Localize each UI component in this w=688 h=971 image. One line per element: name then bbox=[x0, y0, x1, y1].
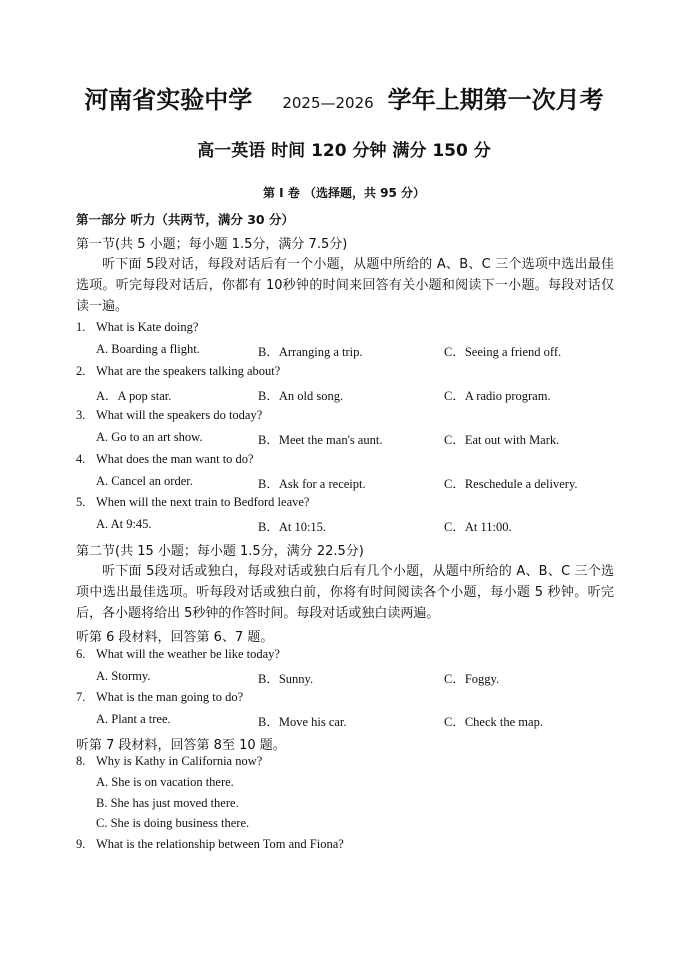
question-text: What is the man going to do? bbox=[96, 690, 244, 704]
option-b: B．Move his car. bbox=[258, 715, 347, 729]
section-heading: 第一节(共 5 小题；每小题 1.5分，满分 7.5分) bbox=[76, 237, 348, 252]
question-number: 7. bbox=[76, 690, 86, 704]
exam-name: 学年上期第一次月考 bbox=[387, 86, 604, 114]
option-b: B．Ask for a receipt. bbox=[258, 477, 366, 491]
section-instructions: 听下面 5段对话，每段对话后有一个小题，从题中所给的 A、B、C 三个选项中选出最佳选项。听完每段对话后，你都有 10秒钟的时间来回答有关小题和阅读下一小题。每段对话仅读一遍。 bbox=[76, 257, 614, 314]
option-a: A. Cancel an order. bbox=[96, 474, 193, 488]
option-a: A. She is on vacation there. bbox=[96, 775, 234, 789]
question-number: 6. bbox=[76, 647, 86, 661]
option-b: B．An old song. bbox=[258, 389, 344, 403]
question-number: 9. bbox=[76, 837, 86, 851]
school-name: 河南省实验中学 bbox=[84, 86, 253, 114]
option-b: B．Sunny. bbox=[258, 672, 314, 686]
option-b: B. She has just moved there. bbox=[96, 796, 239, 810]
option-a: A. At 9:45. bbox=[96, 517, 152, 531]
option-c: C．A radio program. bbox=[444, 389, 551, 403]
option-a: A. Boarding a flight. bbox=[96, 342, 200, 356]
option-c: C．At 11:00. bbox=[444, 520, 512, 534]
question-number: 8. bbox=[76, 754, 86, 768]
option-c: C. She is doing business there. bbox=[96, 816, 250, 830]
option-a: A. Go to an art show. bbox=[96, 430, 203, 444]
school-years: 2025—2026 bbox=[282, 94, 374, 112]
section-heading: 第二节(共 15 小题；每小题 1.5分，满分 22.5分) bbox=[76, 544, 364, 559]
option-c: C．Reschedule a delivery. bbox=[444, 477, 578, 491]
option-b: B．Meet the man's aunt. bbox=[258, 433, 383, 447]
option-c: C．Check the map. bbox=[444, 715, 543, 729]
option-b: B．At 10:15. bbox=[258, 520, 327, 534]
option-a: A．A pop star. bbox=[96, 389, 172, 403]
option-c: C．Eat out with Mark. bbox=[444, 433, 560, 447]
option-c: C．Seeing a friend off. bbox=[444, 345, 562, 359]
section-instructions: 听下面 5段对话或独白，每段对话或独白后有几个小题，从题中所给的 A、B、C 三个选项中选出最佳选项。听每段对话或独白前，你将有时间阅读各个小题，每小题 5 秒钟。听完后，各小题将给出 5秒钟的作答时间。每段对话或独白读两遍。 bbox=[76, 564, 614, 621]
question-number: 3. bbox=[76, 408, 86, 422]
question-text: What is Kate doing? bbox=[96, 320, 199, 334]
material-instruction: 听第 7 段材料，回答第 8至 10 题。 bbox=[76, 738, 286, 753]
option-c: C．Foggy. bbox=[444, 672, 500, 686]
question-text: Why is Kathy in California now? bbox=[96, 754, 263, 768]
volume-heading: 第 Ⅰ 卷 （选择题，共 95 分） bbox=[262, 186, 426, 200]
part-heading: 第一部分 听力（共两节，满分 30 分） bbox=[76, 212, 294, 227]
question-text: When will the next train to Bedford leave? bbox=[96, 495, 310, 509]
material-instruction: 听第 6 段材料，回答第 6、7 题。 bbox=[76, 630, 274, 645]
option-b: B．Arranging a trip. bbox=[258, 345, 363, 359]
option-a: A. Plant a tree. bbox=[96, 712, 171, 726]
question-number: 5. bbox=[76, 495, 86, 509]
question-text: What does the man want to do? bbox=[96, 452, 254, 466]
question-text: What are the speakers talking about? bbox=[96, 364, 281, 378]
question-number: 4. bbox=[76, 452, 86, 466]
question-text: What is the relationship between Tom and Fiona? bbox=[96, 837, 344, 851]
exam-title bbox=[0, 80, 688, 115]
question-number: 2. bbox=[76, 364, 86, 378]
question-number: 1. bbox=[76, 320, 86, 334]
question-text: What will the speakers do today? bbox=[96, 408, 263, 422]
exam-subtitle: 高一英语 时间 120 分钟 满分 150 分 bbox=[197, 141, 491, 161]
question-text: What will the weather be like today? bbox=[96, 647, 280, 661]
option-a: A. Stormy. bbox=[96, 669, 151, 683]
